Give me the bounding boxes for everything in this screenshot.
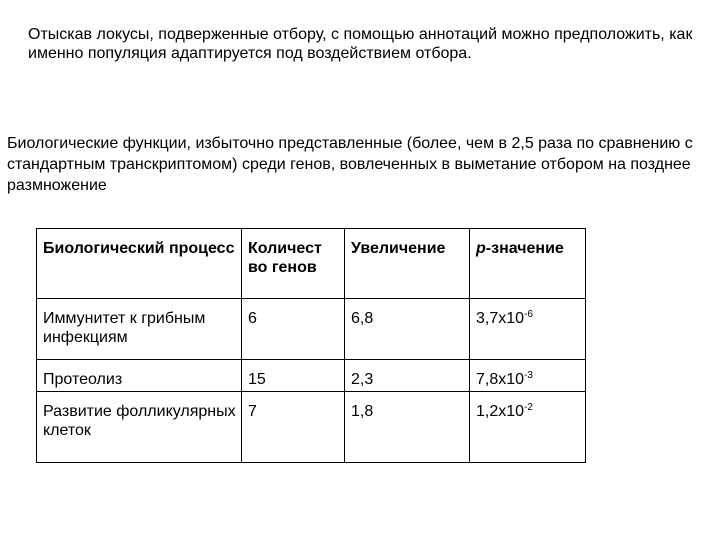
p-value-mantissa: 7,8x10: [476, 371, 525, 388]
cell-increase: 6,8: [345, 299, 470, 360]
p-value-mantissa: 3,7x10: [476, 310, 525, 327]
p-value-exponent: -3: [524, 370, 533, 381]
header-increase: Увеличение: [345, 229, 470, 299]
cell-process: Иммунитет к грибным инфекциям: [37, 299, 242, 360]
cell-p-value: [470, 299, 586, 360]
cell-p-value: [470, 392, 586, 463]
header-gene-count: Количест во генов: [242, 229, 345, 299]
cell-increase: 1,8: [345, 392, 470, 463]
cell-gene-count: 7: [242, 392, 345, 463]
table-caption: Биологические функции, избыточно представленные (более, чем в 2,5 раза по сравнению с стандартным транскриптомом) среди генов, вовлеченных в выметание отбором на позднее размножение: [7, 135, 693, 194]
table-row: [37, 392, 586, 463]
p-value-mantissa: 1,2x10: [476, 403, 525, 420]
cell-p-value: [470, 360, 586, 392]
p-value-exponent: -2: [524, 402, 533, 413]
header-process: Биологический процесс: [37, 229, 242, 299]
cell-process: Развитие фолликулярных клеток: [37, 392, 242, 463]
cell-gene-count: 6: [242, 299, 345, 360]
table-row: [37, 299, 586, 360]
cell-process: Протеолиз: [37, 360, 242, 392]
p-value-exponent: -6: [524, 309, 533, 320]
enrichment-table: [36, 228, 586, 463]
header-p-value: [470, 229, 586, 299]
header-p-suffix: -значение: [485, 240, 564, 257]
cell-gene-count: 15: [242, 360, 345, 392]
cell-increase: 2,3: [345, 360, 470, 392]
intro-paragraph: Отыскав локусы, подверженные отбору, с помощью аннотаций можно предположить, как именно популяция адаптируется под воздействием отбора.: [28, 26, 693, 62]
table-header-row: [37, 229, 586, 299]
header-p-letter: p: [476, 240, 486, 257]
table-row: [37, 360, 586, 392]
